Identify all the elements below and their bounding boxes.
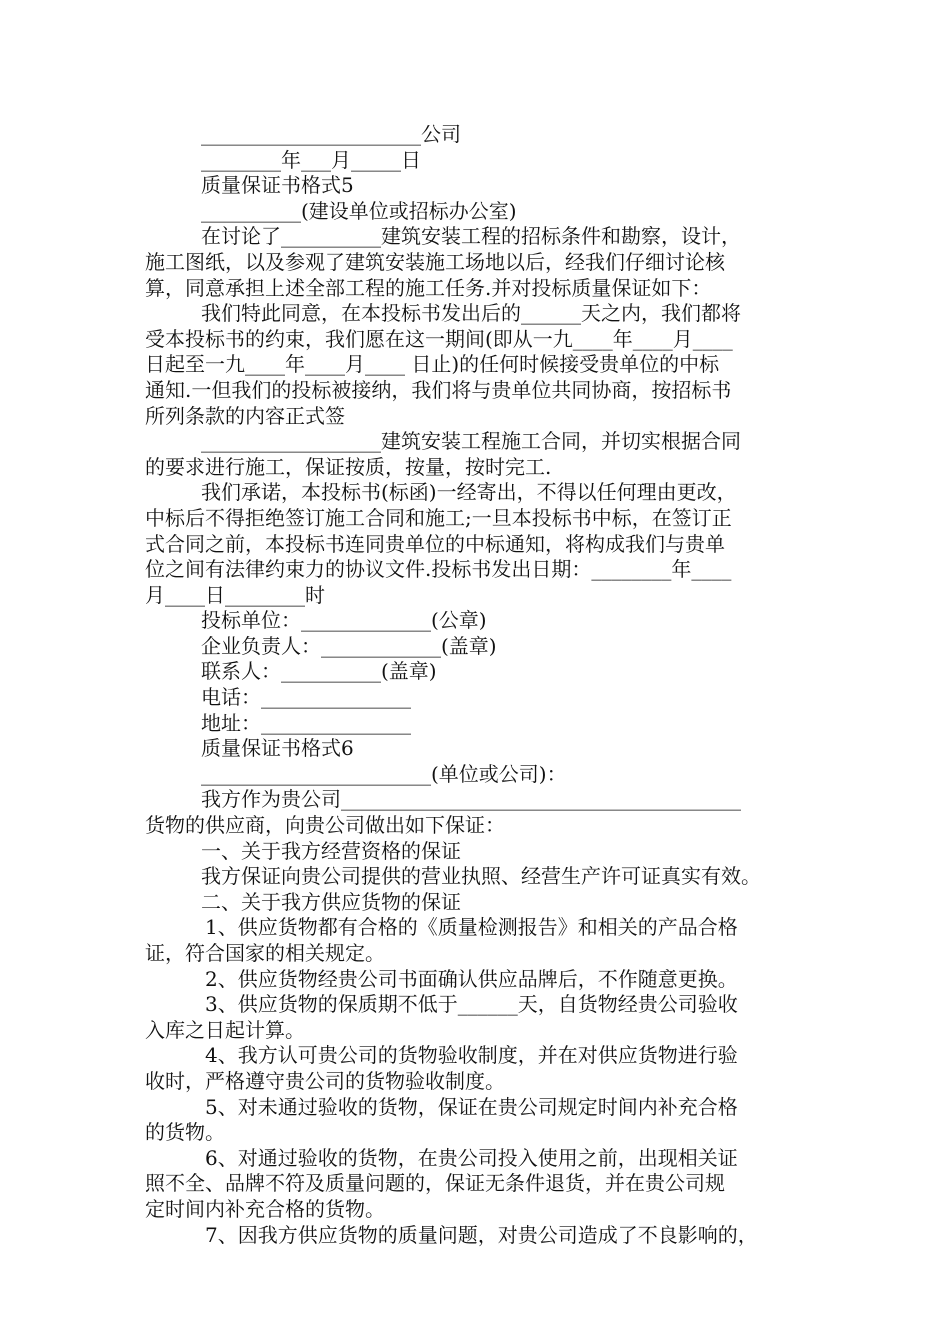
paragraph-line: 的货物。 — [145, 1120, 225, 1145]
paragraph-line: 货物的供应商，向贵公司做出如下保证： — [145, 813, 505, 838]
heading-goods: 二、关于我方供应货物的保证 — [201, 889, 461, 914]
paragraph-line: __________________建筑安装工程施工合同，并切实根据合同 — [201, 429, 741, 454]
paragraph-line: 在讨论了__________建筑安装工程的招标条件和勘察，设计， — [201, 224, 741, 249]
paragraph-line: 中标后不得拒绝签订施工合同和施工;一旦本投标书中标，在签订正 — [145, 505, 732, 530]
date-blank-line: ________年___月_____日 — [201, 147, 421, 172]
paragraph-line: 通知.一但我们的投标被接纳，我们将与贵单位共同协商，按招标书 — [145, 377, 732, 402]
paragraph-line: 照不全、品牌不符及质量问题的，保证无条件退货，并在贵公司规 — [145, 1171, 725, 1196]
phone-field: 电话：_______________ — [201, 685, 411, 710]
paragraph-line: 月____日________时 — [145, 582, 325, 607]
paragraph-line: 位之间有法律约束力的协议文件.投标书发出日期：________年____ — [145, 557, 732, 582]
paragraph-line: 6、对通过验收的货物，在贵公司投入使用之前，出现相关证 — [205, 1145, 738, 1170]
paragraph-line: 我方保证向贵公司提供的营业执照、经营生产许可证真实有效。 — [201, 864, 761, 889]
paragraph-line: 7、因我方供应货物的质量问题，对贵公司造成了不良影响的， — [205, 1222, 758, 1247]
manager-field: 企业负责人：____________(盖章) — [201, 633, 497, 658]
paragraph-line: 证，符合国家的相关规定。 — [145, 941, 385, 965]
paragraph-line: 所列条款的内容正式签 — [145, 403, 345, 428]
addressee-line: __________(建设单位或招标办公室) — [201, 198, 517, 223]
paragraph-line: 5、对未通过验收的货物，保证在贵公司规定时间内补充合格 — [205, 1094, 738, 1119]
paragraph-line: 受本投标书的约束，我们愿在这一期间(即从一九____年____月____ — [145, 326, 733, 351]
paragraph-line: 入库之日起计算。 — [145, 1017, 305, 1042]
contact-field: 联系人：__________(盖章) — [201, 659, 437, 684]
paragraph-line: 我们承诺，本投标书(标函)一经寄出，不得以任何理由更改， — [201, 480, 737, 505]
document-body — [145, 122, 810, 1248]
bidder-field: 投标单位：_____________(公章) — [201, 608, 487, 633]
company-blank-line: ______________________公司 — [201, 122, 461, 146]
paragraph-line: 我们特此同意，在本投标书发出后的______天之内，我们都将 — [201, 301, 741, 326]
section-title-format-6: 质量保证书格式6 — [201, 736, 354, 761]
paragraph-line: 3、供应货物的保质期不低于______天，自货物经贵公司验收 — [205, 992, 738, 1017]
paragraph-line: 2、供应货物经贵公司书面确认供应品牌后，不作随意更换。 — [205, 966, 738, 991]
heading-qualification: 一、关于我方经营资格的保证 — [201, 838, 461, 863]
paragraph-line: 式合同之前，本投标书连同贵单位的中标通知，将构成我们与贵单 — [145, 531, 725, 556]
paragraph-line: 1、供应货物都有合格的《质量检测报告》和相关的产品合格 — [205, 915, 738, 940]
paragraph-line: 施工图纸，以及参观了建筑安装施工场地以后，经我们仔细讨论核 — [145, 249, 725, 274]
section-title-format-5: 质量保证书格式5 — [201, 173, 354, 198]
paragraph-line: 我方作为贵公司________________________________________ — [201, 787, 741, 812]
paragraph-line: 的要求进行施工，保证按质，按量，按时完工. — [145, 454, 552, 479]
paragraph-line: 定时间内补充合格的货物。 — [145, 1196, 385, 1221]
addressee-line: _______________________(单位或公司)： — [201, 761, 567, 786]
address-field: 地址：_______________ — [201, 710, 411, 735]
paragraph-line: 收时，严格遵守贵公司的货物验收制度。 — [145, 1068, 505, 1093]
paragraph-line: 算，同意承担上述全部工程的施工任务.并对投标质量保证如下： — [145, 275, 712, 300]
paragraph-line: 4、我方认可贵公司的货物验收制度，并在对供应货物进行验 — [205, 1043, 738, 1068]
paragraph-line: 日起至一九____年____月____ 日止)的任何时候接受贵单位的中标 — [145, 352, 720, 377]
